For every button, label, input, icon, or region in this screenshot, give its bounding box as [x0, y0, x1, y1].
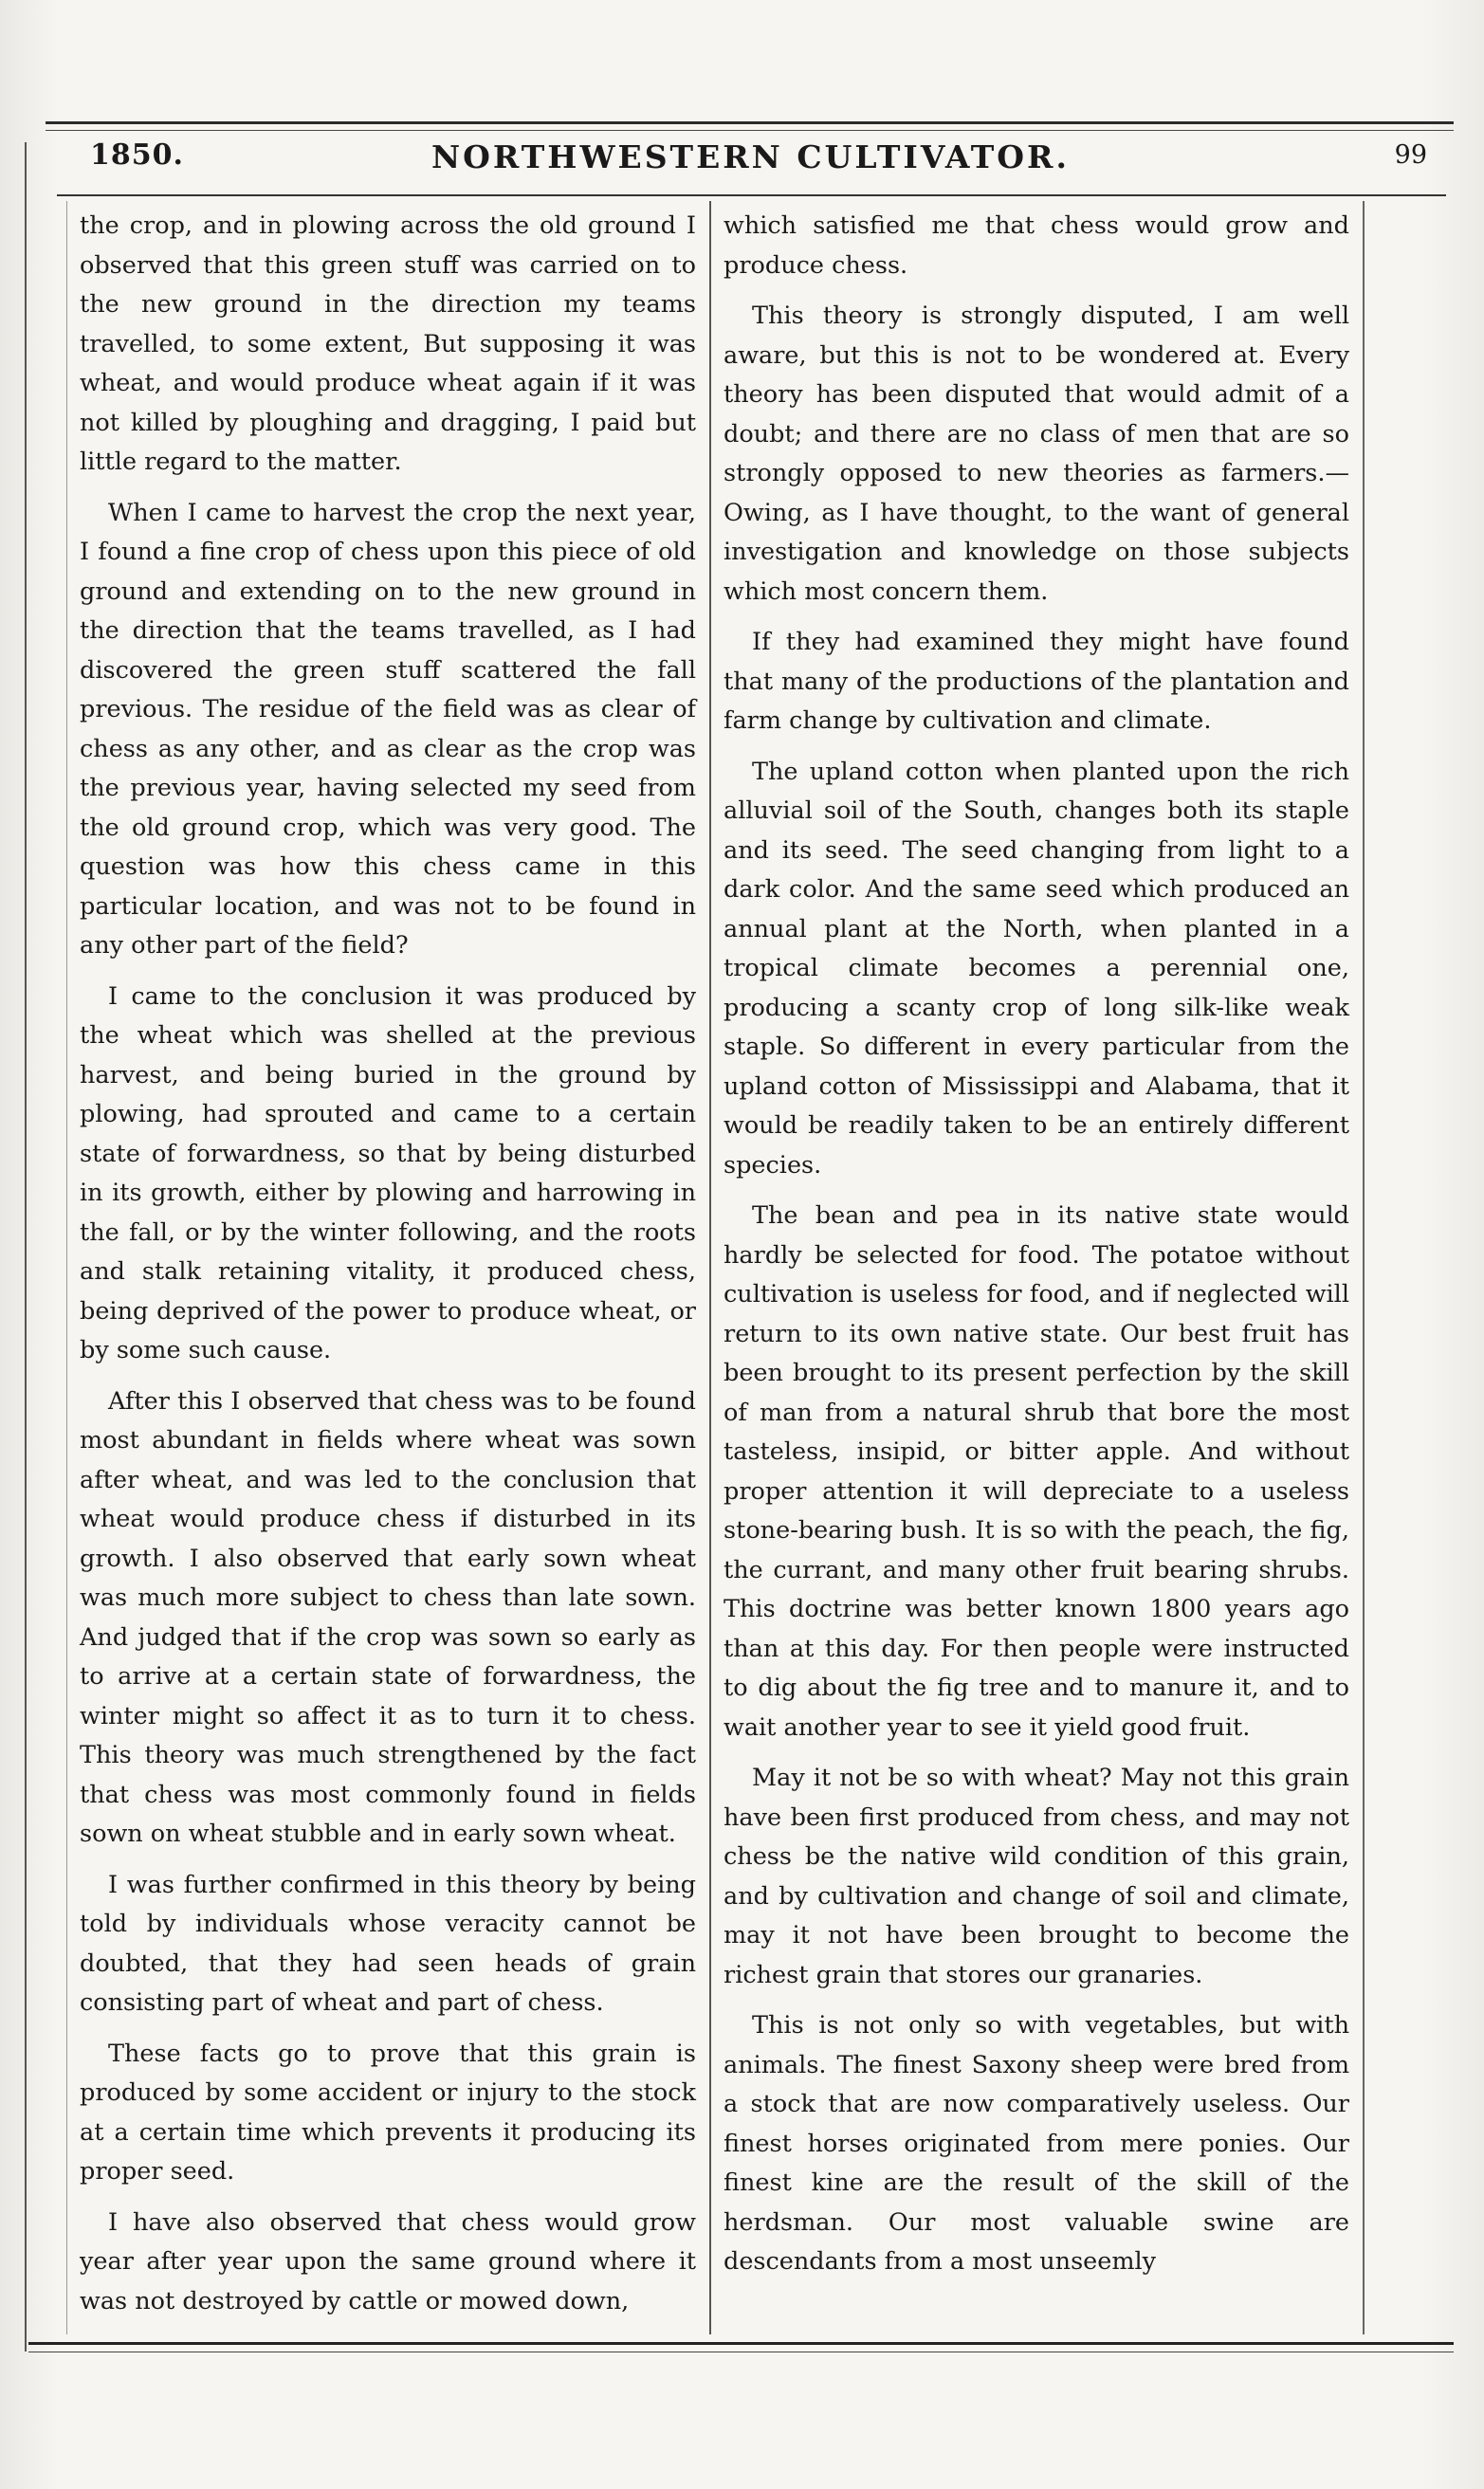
right-column-edge: [1363, 201, 1365, 2334]
page-edge-line: [25, 142, 27, 2352]
paragraph: I have also observed that chess would grow year after year upon the same ground where it was not destroyed by cattle or mowed down,: [80, 2207, 696, 2315]
paragraph: This theory is strongly disputed, I am well aware, but this is not to be wondered at. Every theory has been disputed that would admit of a doubt; and there are no class of men that are so strongly opposed to new theories as farmers.— Owing, as I have thought, to the want of general investigation and knowledge on those subjects which most concern them.: [724, 302, 1349, 606]
left-column-edge: [66, 201, 67, 2334]
paragraph: When I came to harvest the crop the next year, I found a fine crop of chess upon this piece of old ground and extending on to the new ground in the direction that the teams travelled, as I had discovered the green stuff scattered the fall previous. The residue of the field was as clear of chess as any other, and as clear as the crop was the previous year, having selected my seed from the old ground crop, which was very good. The question was how this chess came in this particular location, and was not to be found in any other part of the field?: [80, 498, 696, 960]
top-rule-thin: [46, 130, 1454, 131]
left-column: [80, 207, 696, 2331]
paragraph: The upland cotton when planted upon the rich alluvial soil of the South, changes both its staple and its seed. The seed changing from light to a dark color. And the same seed which produced an annual plant at the North, when planted in a tropical climate becomes a perennial one, producing a scanty crop of long silk-like weak staple. So different in every particular from the upland cotton of Mississippi and Alabama, that it would be readily taken to be an entirely different species.: [724, 757, 1349, 1180]
column-divider: [709, 201, 711, 2334]
paragraph: May it not be so with wheat? May not this grain have been first produced from chess, and may not chess be the native wild condition of this grain, and by cultivation and change of soil and climate, may it not have been brought to become the richest grain that stores our granaries.: [724, 1764, 1349, 1989]
paragraph: The bean and pea in its native state would hardly be selected for food. The potatoe without cultivation is useless for food, and if neglected will return to its own native state. Our best fruit has been brought to its present perfection by the skill of man from a natural shrub that bore the most tasteless, insipid, or bitter apple. And without proper attention it will depreciate to a useless stone-bearing bush. It is so with the peach, the fig, the currant, and many other fruit bearing shrubs. This doctrine was better known 1800 years ago than at this day. For then people were instructed to dig about the fig tree and to manure it, and to wait another year to see it yield good fruit.: [724, 1201, 1349, 1742]
paragraph: These facts go to prove that this grain is produced by some accident or injury to the stock at a certain time which prevents it producing its proper seed.: [80, 2039, 696, 2186]
top-rule: [46, 121, 1454, 124]
right-column: [724, 207, 1349, 2331]
bottom-rule: [28, 2342, 1454, 2345]
header-rule: [57, 194, 1446, 196]
paragraph: If they had examined they might have found that many of the productions of the plantation and farm change by cultivation and climate.: [724, 628, 1349, 735]
paragraph: After this I observed that chess was to be found most abundant in fields where wheat was sown after wheat, and was led to the conclusion that wheat would produce chess if disturbed in its growth. I also observed that early sown wheat was much more subject to chess than late sown. And judged that if the crop was sown so early as to arrive at a certain state of forwardness, the winter might so affect it as to turn it to chess. This theory was much strengthened by the fact that chess was most commonly found in fields sown on wheat stubble and in early sown wheat.: [80, 1386, 696, 1848]
paragraph: the crop, and in plowing across the old ground I observed that this green stuff was carried on to the new ground in the direction my teams travelled, to some extent, But supposing it was wheat, and would produce wheat again if it was not killed by ploughing and dragging, I paid but little regard to the matter.: [80, 211, 696, 476]
paragraph: I was further confirmed in this theory by being told by individuals whose veracity cannot be doubted, that they had seen heads of grain consisting part of wheat and part of chess.: [80, 1870, 696, 2017]
header-year: 1850.: [90, 138, 184, 172]
paragraph: This is not only so with vegetables, but with animals. The finest Saxony sheep were bred from a stock that are now comparatively useless. Our finest horses originated from mere ponies. Our finest kine are the result of the skill of the herdsman. Our most valuable swine are descendants from a most unseemly: [724, 2011, 1349, 2276]
paragraph: I came to the conclusion it was produced by the wheat which was shelled at the previous harvest, and being buried in the ground by plowing, had sprouted and came to a certain state of forwardness, so that by being disturbed in its growth, either by plowing and harrowing in the fall, or by the winter following, and the roots and stalk retaining vitality, it produced chess, being deprived of the power to produce wheat, or by some such cause.: [80, 981, 696, 1364]
header-title: NORTHWESTERN CULTIVATOR.: [431, 138, 1070, 175]
paragraph: which satisfied me that chess would grow and produce chess.: [724, 211, 1349, 280]
page-number: 99: [1394, 140, 1427, 170]
page-header: [90, 138, 1427, 188]
